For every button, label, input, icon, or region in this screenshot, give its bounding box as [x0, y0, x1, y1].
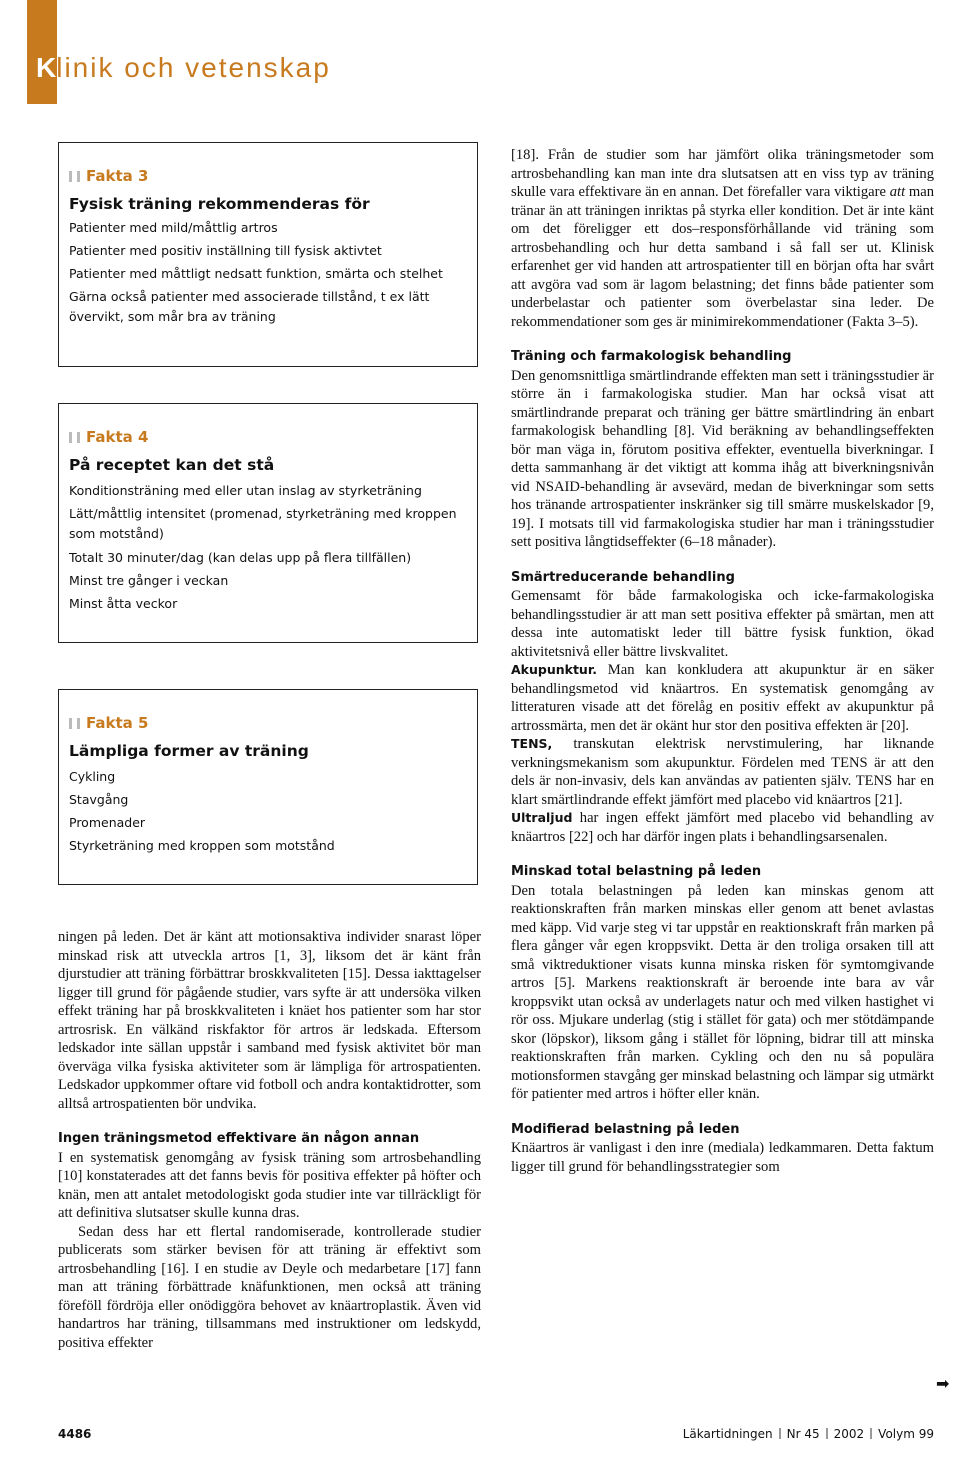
subheading: Modifierad belastning på leden [511, 1121, 740, 1137]
body-paragraph: Gemensamt för både farmakologiska och icke-farmakologiska behandlingsstudier är att man sett positiva effekter på smärtan, men att dessa inte automatiskt leder till bättre fysisk funktion, ökad aktivitetsnivå eller bättre livskvalitet. [511, 588, 934, 660]
fakta-3-box [58, 142, 478, 367]
fakta-4-label-text: Fakta 4 [86, 428, 149, 446]
left-column-text [58, 928, 481, 1352]
body-paragraph: I en systematisk genomgång av fysisk träning som artrosbehandling [10] konstaterades att det fanns bevis för positiva effekter på höfter och knän, men att antalet metodologiskt goda studier inte var tillräckligt för att definitiva slutsatser skulle kunna dras. [58, 1149, 481, 1221]
fakta-5-item: Cykling [69, 769, 116, 784]
fakta-5-label [69, 714, 467, 732]
fakta-4-item: Konditionsträning med eller utan inslag av styrketräning [69, 483, 422, 498]
fakta-5-item: Stavgång [69, 792, 129, 807]
fakta-3-item: Patienter med mild/måttlig artros [69, 220, 278, 235]
subheading: Träning och farmakologisk behandling [511, 349, 792, 364]
fakta-5-item: Promenader [69, 815, 146, 830]
journal-footer [683, 1427, 934, 1441]
continue-arrow-icon: ➡ [936, 1374, 950, 1393]
body-paragraph: TENS, transkutan elektrisk nervstimulering, har liknande verkningsmekanism som akupunktur. Fördelen med TENS är att den dels är non-invasiv, dels kan användas av patienten själv. TENS har en klart smärtlindrande effekt jämfört med placebo vid knäartros [21]. [511, 736, 934, 808]
right-column-text [511, 146, 934, 1176]
fakta-4-item: Minst åtta veckor [69, 596, 178, 611]
fakta-3-item: Patienter med positiv inställning till fysisk aktivtet [69, 243, 382, 258]
fakta-4-box [58, 403, 478, 643]
subheading: Smärtreducerande behandling [511, 569, 735, 585]
body-paragraph: Sedan dess har ett flertal randomiserade, kontrollerade studier publicerats som stärker bevisen för att träning är effektivt som artrosbehandling [16]. I en studie av Deyle och medarbetare [17] fann man att träning förbättrade knäfunktionen, men också att träning föreföll fördröja eller onödiggöra behovet av knäartroplastik. Även vid handartros har träning, tillsammans med instruktioner om ledskydd, positiva effekter [58, 1223, 481, 1351]
volume: Volym 99 [878, 1427, 934, 1441]
fakta-3-item: Gärna också patienter med associerade tillstånd, t ex lätt övervikt, som mår bra av träning [69, 289, 430, 324]
fakta-5-item: Styrketräning med kroppen som motstånd [69, 838, 335, 853]
body-paragraph: Knäartros är vanligast i den inre (mediala) ledkammaren. Detta faktum ligger till grund för behandlingsstrategier som [511, 1140, 934, 1175]
fakta-3-item: Patienter med måttligt nedsatt funktion, smärta och stelhet [69, 266, 443, 281]
fakta-4-heading: På receptet kan det stå [69, 456, 275, 474]
page-number: 4486 [58, 1427, 92, 1441]
run-in-heading: TENS, [511, 736, 553, 751]
body-paragraph: Den genomsnittliga smärtlindrande effekten man sett i träningsstudier är större än i farmakologiska studier. Man har också visat att smärtlindrande preparat och träning ger bättre smärtlindring än enbart farmakologisk behandling [8]. Vid beräkning av behandlingseffekten bör man väga in, förutom positiva effekter, eventuella biverkningar. I detta sammanhang är det viktigt att komma ihåg att biverkningsnivån vid NSAID-behandling är avsevärd, medan de biverkningar som setts hos tränande artrospatienter inskränker sig till smärre muskelskador [9, 19]. I motsats till vid farmakologiska studier har man i träningsstudier sett positiva långtidseffekter (6–18 månader). [511, 367, 934, 550]
fakta-5-heading: Lämpliga former av träning [69, 742, 309, 760]
fakta-4-label [69, 428, 467, 446]
run-in-heading: Akupunktur. [511, 662, 597, 677]
section-title-initial: K [36, 52, 57, 83]
fakta-3-heading: Fysisk träning rekommenderas för [69, 195, 370, 213]
fakta-3-label-text: Fakta 3 [86, 167, 149, 185]
fakta-4-item: Minst tre gånger i veckan [69, 573, 229, 588]
body-paragraph: ningen på leden. Det är känt att motionsaktiva individer snarast löper minskad risk att utveckla artros [1, 3], liksom det är känt från djurstudier att träning förbättrar broskkvaliteten [15]. Dessa iakttagelser ligger till grund för pågående studier, vars syfte är att undersöka vilken effekt träning har på broskkvaliteten i knäet hos patienter som har stor artrosrisk. En välkänd riskfaktor för artros är ledskada. Eftersom ledskador inte sällan uppstår i samband med fysisk aktivitet bör man överväga vilka fysiska aktiviteter som är lämpliga för artrospatienten. Ledskador uppkommer oftare vid fotboll och andra kontaktidrotter, som alltså artrospatienten bör undvika. [58, 929, 481, 1112]
fakta-3-label [69, 167, 467, 185]
section-title-rest: linik och vetenskap [56, 52, 331, 83]
run-in-heading: Ultraljud [511, 810, 573, 825]
bullet-bars-icon [69, 718, 80, 729]
body-paragraph: [18]. Från de studier som har jämfört olika träningsmetoder som artrosbehandling kan man inte dra slutsatsen att en viss typ av träning skulle vara effektivare än en annan. Det förefaller vara viktigare att man tränar än att träningen inriktas på styrka eller kondition. Det är inte känt om det föreligger ett dos–responsförhållande vid träning som artrosbehandling och hur detta samband i så fall ser ut. Klinisk erfarenhet ger vid handen att artrospatienter till en början ofta har svårt att avgöra vad som är lagom belastning; det finns både patienter som underbelastar och patienter som överbelastar sina leder. De rekommendationer som ges är minimirekommendationer (Fakta 3–5). [511, 147, 934, 330]
subheading: Minskad total belastning på leden [511, 864, 762, 879]
issue-number: Nr 45 [786, 1427, 820, 1441]
section-title [36, 52, 331, 84]
subheading: Ingen träningsmetod effektivare än någon annan [58, 1131, 420, 1146]
body-paragraph: Ultraljud har ingen effekt jämfört med placebo vid behandling av knäartros [22] och har därför ingen plats i behandlingsarsenalen. [511, 810, 934, 845]
fakta-4-item: Lätt/måttlig intensitet (promenad, styrketräning med kroppen som motstånd) [69, 506, 457, 541]
body-paragraph: Akupunktur. Man kan konkludera att akupunktur är en säker behandlingsmetod vid knäartros. En systematisk genomgång av litteraturen visade att det förelåg en positiv effekt av akupunktur på artrossmärta, men det är okänt hur stor den positiva effekten är [20]. [511, 662, 934, 734]
journal-name: Läkartidningen [682, 1427, 773, 1441]
body-paragraph: Den totala belastningen på leden kan minskas genom att reaktionskraften från marken minskas eller genom att benet avlastas med käpp. Vid varje steg vi tar uppstår en reaktionskraft från marken på flera gånger vår egen kroppsvikt. Detta är den troliga orsaken till att små viktreduktioner visats kunna minska risken för symtomgivande artros [5]. Markens reaktionskraft är beroende inte bara av vår kroppsvikt utan också av underlagets natur och med vilken hastighet vi rör oss. Mjukare underlag (stig i stället för gata) och mer stötdämpande skor (löpskor), liksom gång i stället för löpning, bidrar till att minska reaktionskraften från marken. Cykling och den nu så populära motionsformen stavgång ger minskad belastning och lämpar sig utmärkt för patienter med artros i höfter eller knän. [511, 882, 934, 1102]
fakta-5-label-text: Fakta 5 [86, 714, 149, 732]
bullet-bars-icon [69, 171, 80, 182]
year: 2002 [833, 1427, 865, 1441]
bullet-bars-icon [69, 432, 80, 443]
fakta-4-item: Totalt 30 minuter/dag (kan delas upp på flera tillfällen) [69, 550, 412, 565]
fakta-5-box [58, 689, 478, 885]
